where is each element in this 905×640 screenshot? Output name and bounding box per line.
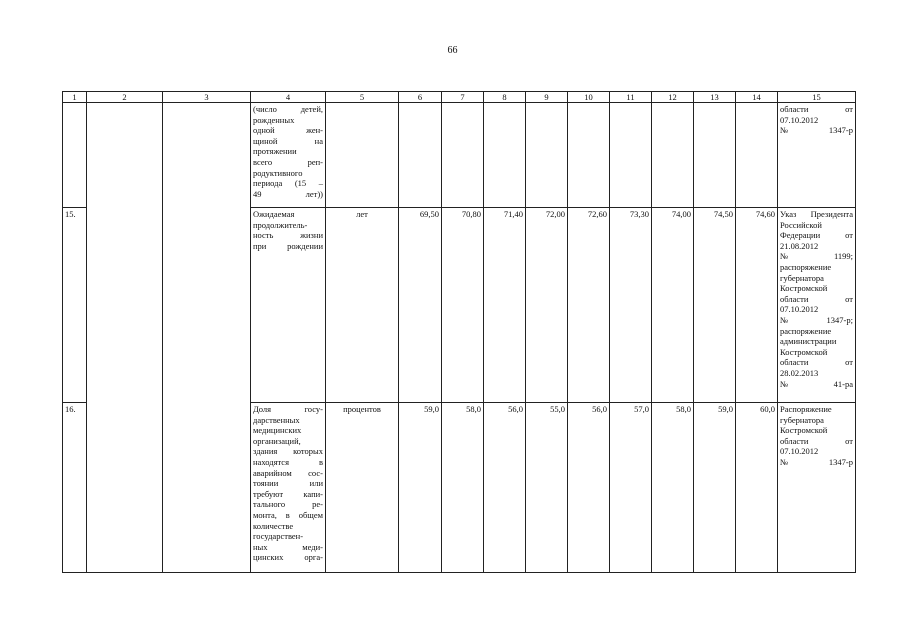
text-line: одной жен-: [253, 125, 323, 136]
text-line: (число детей,: [253, 104, 323, 114]
row-number: 16.: [63, 403, 87, 573]
text-line: родуктивного: [253, 167, 303, 178]
text-line: требуют капи-: [253, 488, 323, 499]
value-cell: [610, 103, 652, 208]
text-line: № 1347-р: [780, 456, 853, 467]
value-cell: 59,0: [694, 403, 736, 573]
text-line: 07.10.2012: [780, 446, 819, 457]
value-cell: 60,0: [736, 403, 778, 573]
column-header: 11: [610, 92, 652, 103]
column-header: 5: [326, 92, 399, 103]
column-header: 12: [652, 92, 694, 103]
text-line: государствен-: [253, 531, 304, 542]
row-number: 15.: [63, 208, 87, 403]
text-line: дарственных: [253, 414, 300, 425]
text-line: ность жизни: [253, 230, 323, 241]
text-line: распоряжение: [780, 261, 832, 272]
value-cell: 72,00: [526, 208, 568, 403]
column-header: 7: [442, 92, 484, 103]
text-line: Костромской: [780, 346, 828, 357]
text-line: тального ре-: [253, 499, 323, 510]
column-header: 10: [568, 92, 610, 103]
text-line: № 1199;: [780, 251, 853, 262]
text-line: области от: [780, 357, 853, 368]
unit-cell: процентов: [326, 403, 399, 573]
basis-cell: [778, 103, 856, 208]
text-line: № 41-ра: [780, 378, 853, 389]
text-line: организаций,: [253, 435, 301, 446]
value-cell: 70,80: [442, 208, 484, 403]
column-header: 9: [526, 92, 568, 103]
value-cell: 58,0: [652, 403, 694, 573]
text-line: тоянии или: [253, 478, 323, 489]
text-line: губернатора: [780, 272, 824, 283]
value-cell: [399, 103, 442, 208]
value-cell: [484, 103, 526, 208]
header-row: [63, 92, 856, 103]
text-line: монта, в общем: [253, 509, 323, 520]
value-cell: 74,60: [736, 208, 778, 403]
text-line: 28.02.2013: [780, 367, 819, 378]
column-header: 3: [163, 92, 251, 103]
text-line: губернатора: [780, 414, 824, 425]
text-line: медицинских: [253, 425, 302, 436]
text-line: администрации: [780, 336, 837, 347]
value-cell: 74,00: [652, 208, 694, 403]
value-cell: 72,60: [568, 208, 610, 403]
value-cell: 69,50: [399, 208, 442, 403]
value-cell: 56,0: [484, 403, 526, 573]
text-line: периода (15 –: [253, 178, 323, 189]
text-line: всего реп-: [253, 156, 323, 167]
indicator-cell: [251, 403, 326, 573]
column-header: 13: [694, 92, 736, 103]
column-header: 8: [484, 92, 526, 103]
text-line: области от: [780, 293, 853, 304]
column-header: 4: [251, 92, 326, 103]
column-header: 1: [63, 92, 87, 103]
text-line: № 1347-р;: [780, 314, 853, 325]
text-line: Ожидаемая: [253, 209, 295, 219]
text-line: 07.10.2012: [780, 114, 819, 125]
text-line: при рождении: [253, 240, 323, 251]
text-line: 49 лет)): [253, 188, 323, 199]
text-line: области от: [780, 104, 853, 114]
text-line: протяжении: [253, 146, 297, 157]
column-header: 14: [736, 92, 778, 103]
value-cell: 58,0: [442, 403, 484, 573]
value-cell: 55,0: [526, 403, 568, 573]
text-line: аварийном сос-: [253, 467, 323, 478]
text-line: Костромской: [780, 283, 828, 294]
value-cell: 57,0: [610, 403, 652, 573]
text-line: находятся в: [253, 456, 323, 467]
text-line: ных меди-: [253, 541, 323, 552]
text-line: рожденных: [253, 114, 295, 125]
text-line: Доля госу-: [253, 404, 323, 414]
empty-cell: [87, 103, 163, 573]
column-header: 15: [778, 92, 856, 103]
text-line: Распоряжение: [780, 404, 832, 414]
text-line: области от: [780, 435, 853, 446]
value-cell: [694, 103, 736, 208]
text-line: Российской: [780, 219, 822, 230]
basis-cell: [778, 208, 856, 403]
text-line: 07.10.2012: [780, 304, 819, 315]
unit-cell: [326, 103, 399, 208]
text-line: Костромской: [780, 425, 828, 436]
text-line: № 1347-р: [780, 125, 853, 136]
text-line: здания которых: [253, 446, 323, 457]
value-cell: 73,30: [610, 208, 652, 403]
indicator-cell: [251, 103, 326, 208]
value-cell: 56,0: [568, 403, 610, 573]
unit-cell: лет: [326, 208, 399, 403]
text-line: Указ Президента: [780, 209, 853, 219]
text-line: распоряжение: [780, 325, 832, 336]
value-cell: [526, 103, 568, 208]
column-header: 2: [87, 92, 163, 103]
data-table: [62, 91, 856, 573]
value-cell: [442, 103, 484, 208]
column-header: 6: [399, 92, 442, 103]
basis-cell: [778, 403, 856, 573]
value-cell: 59,0: [399, 403, 442, 573]
value-cell: [568, 103, 610, 208]
text-line: цинских орга-: [253, 552, 323, 563]
empty-cell: [163, 103, 251, 573]
value-cell: 71,40: [484, 208, 526, 403]
row-number: [63, 103, 87, 208]
text-line: количестве: [253, 520, 294, 531]
text-line: Федерации от: [780, 230, 853, 241]
text-line: продолжитель-: [253, 219, 308, 230]
indicator-cell: [251, 208, 326, 403]
value-cell: 74,50: [694, 208, 736, 403]
value-cell: [652, 103, 694, 208]
value-cell: [736, 103, 778, 208]
table-row: [63, 103, 856, 208]
page-number: 66: [447, 45, 458, 56]
text-line: щиной на: [253, 135, 323, 146]
text-line: 21.08.2012: [780, 240, 819, 251]
